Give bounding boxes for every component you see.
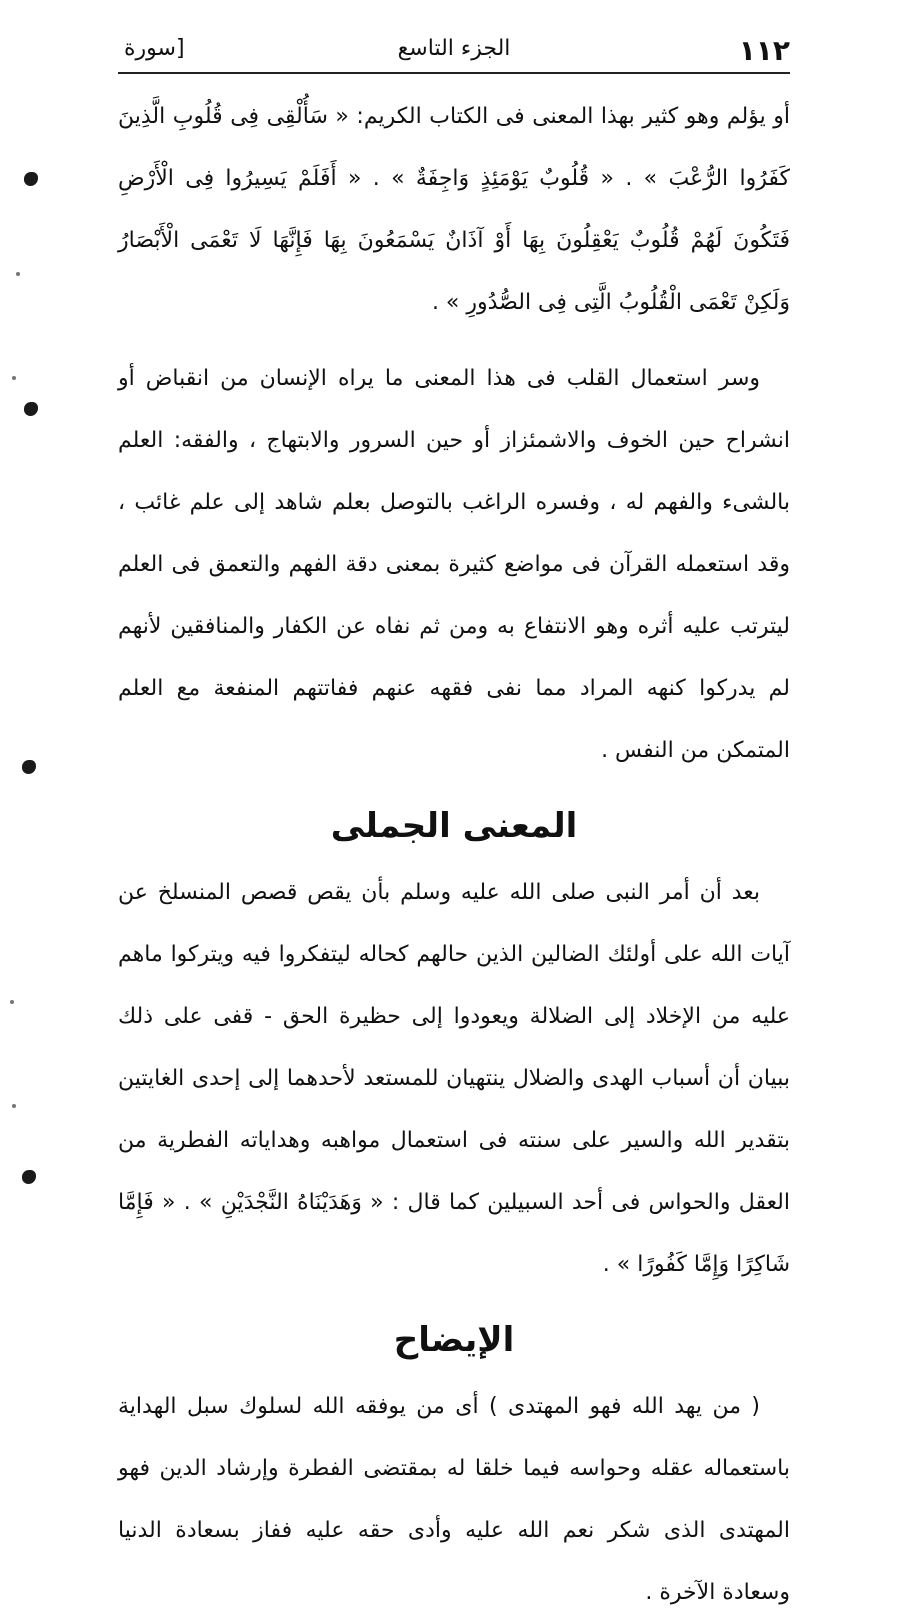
margin-ink-blot — [24, 172, 38, 186]
part-label: الجزء التاسع — [397, 36, 511, 61]
body-paragraph: وسر استعمال القلب فى هذا المعنى ما يراه الإنسان من انقباض أو انشراح حين الخوف والاشمئزاز أو حين السرور والابتهاج ، والفقه: العلم بالشىء والفهم له ، وفسره الراغب بالتوصل بعلم شاهد إلى علم غائب ، وقد استعمله القرآن فى مواضع كثيرة بمعنى دقة الفهم والتعمق فى العلم ليترتب عليه أثره وهو الانتفاع به ومن ثم نفاه عن الكفار والمنافقين لأنهم لم يدركوا كنهه المراد مما نفى فقهه عنهم ففاتتهم المنفعة مع العلم المتمكن من النفس . — [118, 366, 790, 763]
section-heading: المعنى الجملى — [330, 806, 578, 846]
margin-speck — [16, 272, 20, 276]
margin-ink-blot — [22, 760, 36, 774]
running-header — [118, 28, 790, 74]
body-paragraph: أو يؤلم وهو كثير بهذا المعنى فى الكتاب الكريم: « سَأُلْقِى فِى قُلُوبِ الَّذِينَ كَفَرُوا الرُّعْبَ » . « قُلُوبٌ يَوْمَئِذٍ وَاجِفَةٌ » . « أَفَلَمْ يَسِيرُوا فِى الْأَرْضِ فَتَكُونَ لَهُمْ قُلُوبٌ يَعْقِلُونَ بِهَا أَوْ آذَانٌ يَسْمَعُونَ بِهَا فَإِنَّهَا لَا تَعْمَى الْأَبْصَارُ وَلَكِنْ تَعْمَى الْقُلُوبُ الَّتِى فِى الصُّدُورِ » . — [118, 104, 790, 315]
margin-ink-blot — [24, 402, 38, 416]
surah-label: [سورة — [124, 36, 185, 61]
book-page — [118, 28, 790, 1605]
margin-speck — [12, 376, 16, 380]
margin-ink-blot — [22, 1170, 36, 1184]
section-heading: الإيضاح — [393, 1320, 515, 1360]
margin-speck — [12, 1104, 16, 1108]
margin-speck — [10, 1000, 14, 1004]
section-paragraph: بعد أن أمر النبى صلى الله عليه وسلم بأن يقص قصص المنسلخ عن آيات الله على أولئك الضالين الذين حالهم كحاله ليتفكروا فيه ويتركوا ماهم عليه من الإخلاد إلى الضلالة ويعودوا إلى حظيرة الحق - قفى على ذلك ببيان أن أسباب الهدى والضلال ينتهيان للمستعد لأحدهما إلى إحدى الغايتين بتقدير الله والسير على سنته فى استعمال مواهبه وهداياته الفطرية من العقل والحواس فى أحد السبيلين كما قال : « وَهَدَيْنَاهُ النَّجْدَيْنِ » . « فَإِمَّا شَاكِرًا وَإِمَّا كَفُورًا » . — [118, 880, 790, 1277]
page-number: ١١٢ — [738, 34, 790, 67]
section-paragraph: ( من يهد الله فهو المهتدى ) أى من يوفقه الله لسلوك سبل الهداية باستعماله عقله وحواسه فيما خلقا له بمقتضى الفطرة وإرشاد الدين فهو المهتدى الذى شكر نعم الله عليه وأدى حقه عليه ففاز بسعادة الدنيا وسعادة الآخرة . — [118, 1394, 790, 1605]
